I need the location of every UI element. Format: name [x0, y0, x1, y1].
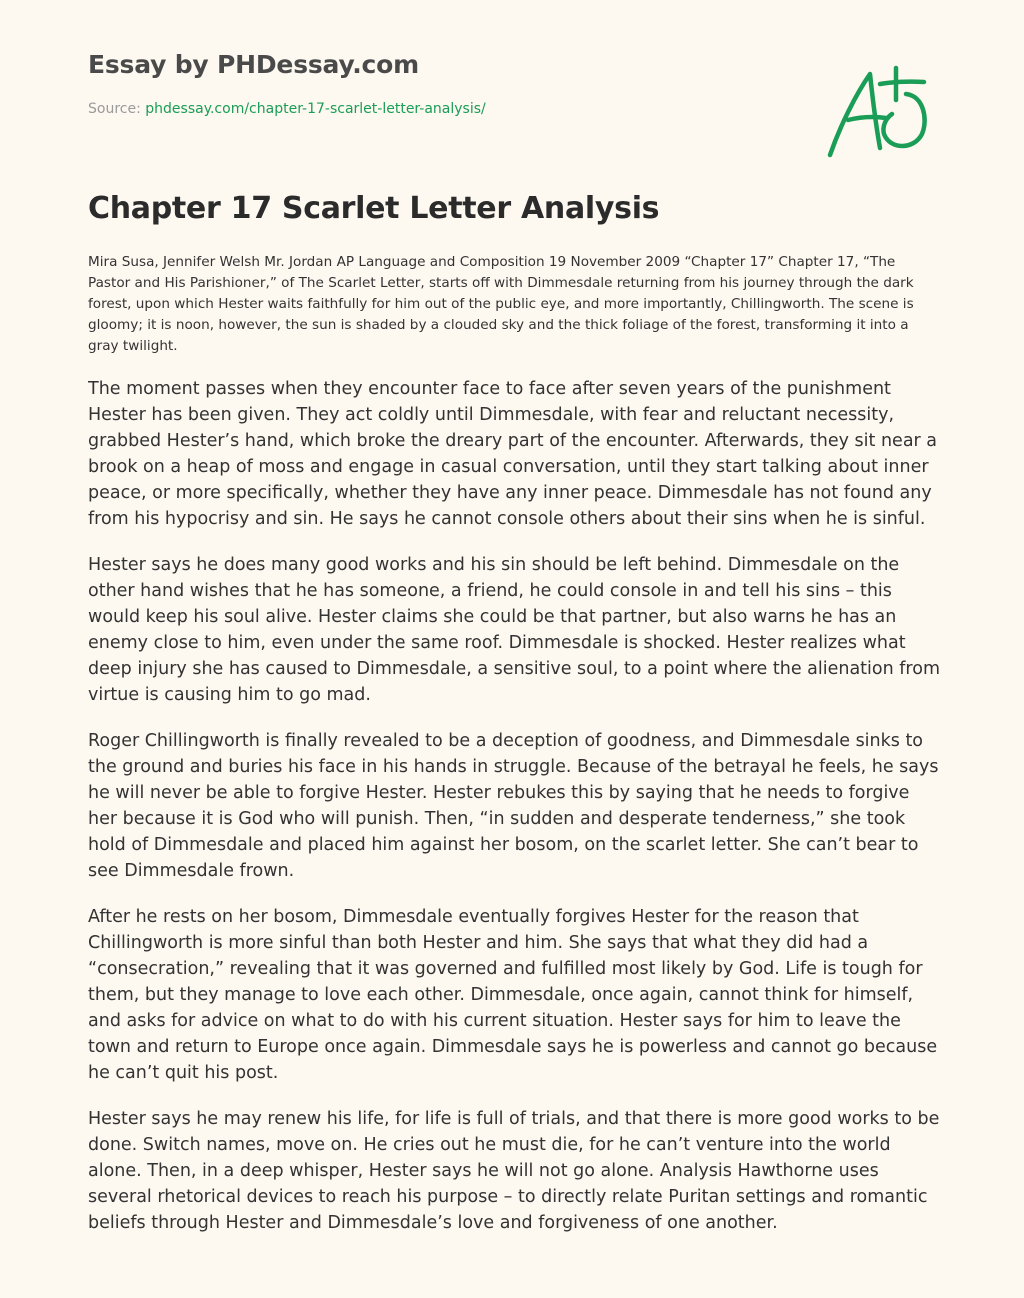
- essay-title: Chapter 17 Scarlet Letter Analysis: [88, 191, 660, 226]
- essay-paragraph: The moment passes when they encounter face to face after seven years of the punishment Hester has been given. They act coldly until Dimmesdale, with fear and reluctant necessity, grabbed Hester’s hand, which broke the dreary part of the encounter. Afterwards, they sit near a brook on a heap of moss and engage in casual conversation, until they start talking about inner peace, or more specifically, whether they have any inner peace. Dimmesdale has not found any from his hypocrisy and sin. He says he cannot console others about their sins when he is sinful.: [88, 379, 938, 529]
- essay-intro: Mira Susa, Jennifer Welsh Mr. Jordan AP Language and Composition 19 November 2009 “Chapter 17” Chapter 17, “The Pastor and His Parishioner,” of The Scarlet Letter, starts off with Dimmesdale returning from his journey through the dark forest, upon which Hester waits faithfully for him out of the public eye, and more importantly, Chillingworth. The scene is gloomy; it is noon, however, the sun is shaded by a clouded sky and the thick foliage of the forest, transforming it into a gray twilight.: [88, 254, 914, 354]
- source-line: [88, 101, 486, 117]
- a-plus-logo-icon: [826, 64, 930, 160]
- source-label: Source:: [88, 101, 146, 117]
- essay-page: [88, 0, 940, 1250]
- essay-body: [88, 376, 940, 1250]
- essay-paragraph: After he rests on her bosom, Dimmesdale eventually forgives Hester for the reason that Chillingworth is more sinful than both Hester and him. She says that what they did had a “consecration,” revealing that it was governed and fulfilled most likely by God. Life is tough for them, but they manage to love each other. Dimmesdale, once again, cannot think for himself, and asks for advice on what to do with his current situation. Hester says for him to leave the town and return to Europe once again. Dimmesdale says he is powerless and cannot go because he can’t quit his post.: [88, 907, 938, 1083]
- essay-paragraph: Hester says he may renew his life, for life is full of trials, and that there is more good works to be done. Switch names, move on. He cries out he must die, for he can’t venture into the world alone. Then, in a deep whisper, Hester says he will not go alone. Analysis Hawthorne uses several rhetorical devices to reach his purpose – to directly relate Puritan settings and romantic beliefs through Hester and Dimmesdale’s love and forgiveness of one another.: [88, 1109, 940, 1233]
- source-link[interactable]: phdessay.com/chapter-17-scarlet-letter-analysis/: [145, 101, 486, 117]
- essay-paragraph: Roger Chillingworth is finally revealed to be a deception of goodness, and Dimmesdale sinks to the ground and buries his face in his hands in struggle. Because of the betrayal he feels, he says he will never be able to forgive Hester. Hester rebukes this by saying that he needs to forgive her because it is God who will punish. Then, “in sudden and desperate tenderness,” she took hold of Dimmesdale and placed him against her bosom, on the scarlet letter. She can’t bear to see Dimmesdale frown.: [88, 731, 939, 881]
- site-title: Essay by PHDessay.com: [88, 50, 419, 79]
- essay-paragraph: Hester says he does many good works and his sin should be left behind. Dimmesdale on the other hand wishes that he has someone, a friend, he could console in and tell his sins – this would keep his soul alive. Hester claims she could be that partner, but also warns he has an enemy close to him, even under the same roof. Dimmesdale is shocked. Hester realizes what deep injury she has caused to Dimmesdale, a sensitive soul, to a point where the alienation from virtue is causing him to go mad.: [88, 555, 940, 705]
